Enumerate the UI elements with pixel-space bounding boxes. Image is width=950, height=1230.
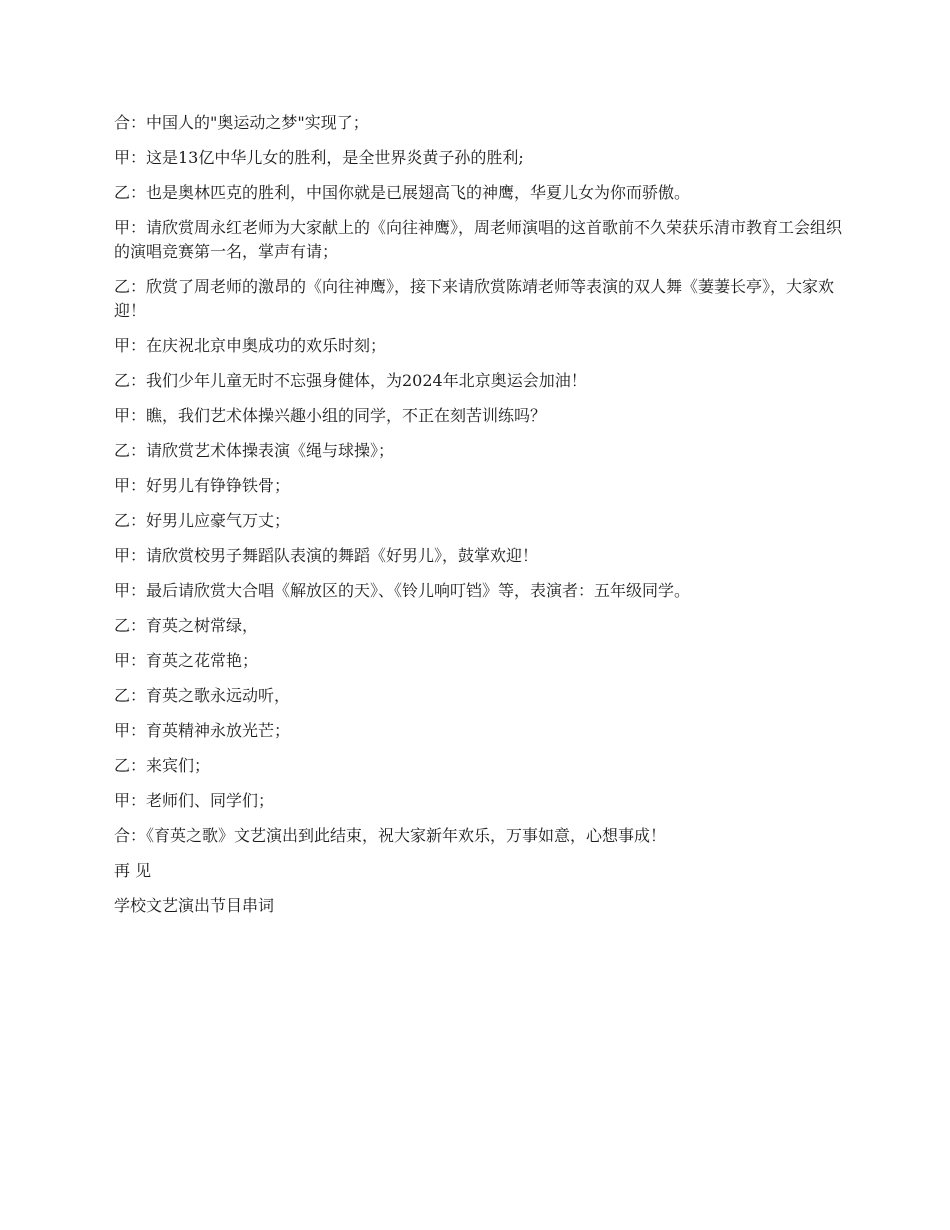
paragraph: 甲：最后请欣赏大合唱《解放区的天》、《铃儿响叮铛》等，表演者：五年级同学。 [114, 581, 691, 600]
paragraph: 甲：请欣赏校男子舞蹈队表演的舞蹈《好男儿》，鼓掌欢迎！ [114, 546, 539, 565]
paragraph: 乙：育英之树常绿， [114, 616, 259, 635]
paragraph: 乙：请欣赏艺术体操表演《绳与球操》； [114, 441, 395, 460]
paragraph: 甲：瞧，我们艺术体操兴趣小组的同学，不正在刻苦训练吗？ [114, 406, 547, 425]
paragraph: 合：中国人的"奥运动之梦"实现了； [114, 113, 369, 132]
paragraph: 甲：好男儿有铮铮铁骨； [114, 476, 291, 495]
document-footer-title: 学校文艺演出节目串词 [114, 896, 275, 915]
paragraph: 甲：这是13亿中华儿女的胜利，是全世界炎黄子孙的胜利; [114, 148, 524, 167]
paragraph: 乙：育英之歌永远动听， [114, 686, 291, 705]
paragraph: 甲：育英之花常艳； [114, 651, 259, 670]
paragraph: 甲：老师们、同学们； [114, 791, 275, 810]
paragraph: 乙：来宾们； [114, 756, 211, 775]
paragraph: 乙：我们少年儿童无时不忘强身健体，为2024年北京奥运会加油！ [114, 371, 587, 390]
paragraph: 乙：欣赏了周老师的激昂的《向往神鹰》，接下来请欣赏陈靖老师等表演的双人舞《萋萋长亭》，大家欢迎！ [114, 277, 835, 320]
paragraph: 乙：也是奥林匹克的胜利，中国你就是已展翅高飞的神鹰，华夏儿女为你而骄傲。 [114, 183, 691, 202]
paragraph: 合：《育英之歌》文艺演出到此结束，祝大家新年欢乐，万事如意，心想事成！ [114, 826, 667, 845]
paragraph: 甲：请欣赏周永红老师为大家献上的《向往神鹰》，周老师演唱的这首歌前不久荣获乐清市教育工会组织的演唱竞赛第一名，掌声有请； [114, 218, 843, 261]
paragraph: 甲：在庆祝北京申奥成功的欢乐时刻； [114, 336, 387, 355]
paragraph: 甲：育英精神永放光芒； [114, 721, 291, 740]
paragraph: 乙：好男儿应豪气万丈； [114, 511, 291, 530]
document-body [114, 111, 844, 929]
closing-line: 再 见 [114, 861, 152, 880]
